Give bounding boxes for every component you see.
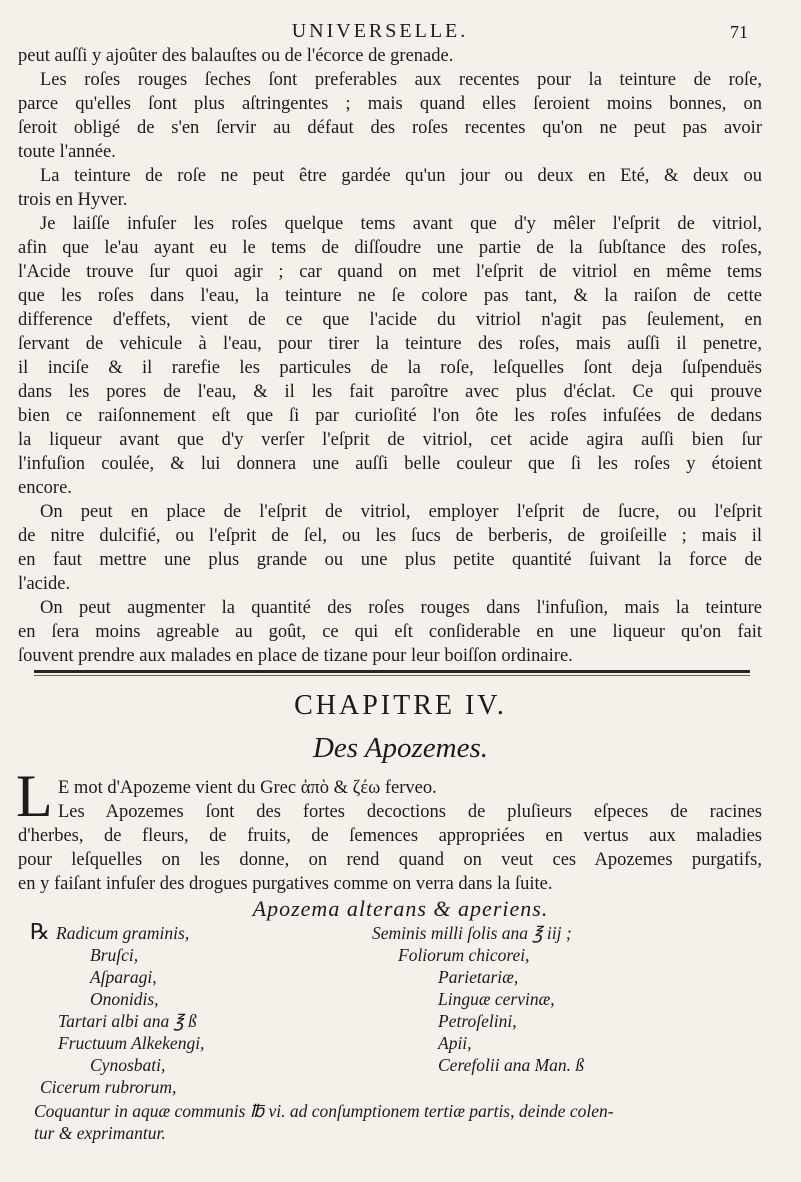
text-line: Je laiſſe infuſer les roſes quelque tems avant que d'y mêler l'eſprit de vitriol, xyxy=(40,214,762,234)
text-line: que les roſes dans l'eau, la teinture ne ſe colore pas tant, & la raiſon de cette xyxy=(18,286,762,306)
text-line: ſeroit obligé de s'en ſervir au défaut des roſes recentes qu'on ne peut pas avoir xyxy=(18,118,762,138)
text-line: On peut augmenter la quantité des roſes rouges dans l'infuſion, mais la teinture xyxy=(40,598,762,618)
text-line: parce qu'elles ſont plus aſtringentes ; mais quand elles ſeroient moins bonnes, on xyxy=(18,94,762,114)
intro-line: en y faiſant infuſer des drogues purgatives comme on verra dans la ſuite. xyxy=(18,874,553,894)
text-line: afin que le'au ayant eu le tems de diſſoudre une partie de la ſubſtance des roſes, xyxy=(18,238,762,258)
recipe-instruction: Coquantur in aquæ communis ℔ vi. ad conſumptionem tertiæ partis, deinde colen- xyxy=(34,1101,614,1121)
ingredient: Apii, xyxy=(438,1033,472,1053)
recipe-symbol: ℞ xyxy=(30,920,50,945)
section-rule xyxy=(34,670,750,673)
text-line: toute l'année. xyxy=(18,142,116,162)
text-line: en faut mettre une plus grande ou une plus petite quantité ſuivant la force de xyxy=(18,550,762,570)
ingredient: Aſparagi, xyxy=(90,967,157,987)
text-line: en ſera moins agreable au goût, ce qui eſt conſiderable en une liqueur qu'on fait xyxy=(18,622,762,642)
text-line: l'acide. xyxy=(18,574,71,594)
text-line: ſouvent prendre aux malades en place de tizane pour leur boiſſon ordinaire. xyxy=(18,646,573,666)
ingredient: Foliorum chicorei, xyxy=(398,945,530,965)
ingredient: Parietariæ, xyxy=(438,967,519,987)
page-number: 71 xyxy=(730,22,748,42)
text-line: l'Acide trouve ſur quoi agir ; car quand on met l'eſprit de vitriol en même tems xyxy=(18,262,762,282)
ingredient: Cerefolii ana Man. ß xyxy=(438,1055,585,1075)
text-line: On peut en place de l'eſprit de vitriol, employer l'eſprit de ſucre, ou l'eſprit xyxy=(40,502,762,522)
chapter-heading: CHAPITRE IV. xyxy=(294,690,507,721)
text-line: difference d'effets, vient de ce que l'acide du vitriol n'agit pas ſeulement, en xyxy=(18,310,762,330)
ingredient: Ononidis, xyxy=(90,989,159,1009)
running-head: UNIVERSELLE. xyxy=(291,20,469,42)
ingredient: Fructuum Alkekengi, xyxy=(58,1033,205,1053)
text-line: il inciſe & il rarefie les particules de la roſe, leſquelles ſont deja ſuſpenduës xyxy=(18,358,762,378)
ingredient: Linguæ cervinæ, xyxy=(438,989,555,1009)
text-line: La teinture de roſe ne peut être gardée qu'un jour ou deux en Eté, & deux ou xyxy=(40,166,762,186)
ingredient: Bruſci, xyxy=(90,945,139,965)
drop-cap: L xyxy=(16,763,53,829)
ingredient: Tartari albi ana ℥ ß xyxy=(58,1011,197,1031)
recipe-instruction: tur & exprimantur. xyxy=(34,1123,166,1143)
text-line: encore. xyxy=(18,478,72,498)
text-line: peut auſſi y ajoûter des balauſtes ou de l'écorce de grenade. xyxy=(18,46,454,66)
text-line: de nitre dulcifié, ou l'eſprit de ſel, ou les ſucs de berberis, de groiſeille ; mais il xyxy=(18,526,762,546)
ingredient: Seminis milli ſolis ana ℥ iij ; xyxy=(372,923,572,943)
chapter-subtitle: Des Apozemes. xyxy=(312,732,489,764)
text-line: dans les pores de l'eau, & il les fait paroître avec plus d'éclat. Ce qui prouve xyxy=(18,382,762,402)
ingredient: Cynosbati, xyxy=(90,1055,166,1075)
text-line: l'infuſion coulée, & lui donnera une auſſi belle couleur que ſi les roſes y étoient xyxy=(18,454,762,474)
recipe-title: Apozema alterans & aperiens. xyxy=(252,896,549,921)
ingredient: Cicerum rubrorum, xyxy=(40,1077,177,1097)
page-header xyxy=(0,20,801,44)
text-line: la liqueur avant que d'y verſer l'eſprit de vitriol, cet acide agira auſſi bien ſur xyxy=(18,430,762,450)
text-line: bien ce raiſonnement eſt que ſi par curioſité l'on ôte les roſes infuſées de dedans xyxy=(18,406,762,426)
text-line: ſervant de vehicule à l'eau, pour tirer la teinture des roſes, mais auſſi il penetre, xyxy=(18,334,762,354)
intro-line: E mot d'Apozeme vient du Grec ἀπὸ & ζέω ferveo. xyxy=(58,778,437,798)
ingredient: Radicum graminis, xyxy=(56,923,190,943)
text-line: trois en Hyver. xyxy=(18,190,128,210)
intro-line: Les Apozemes ſont des fortes decoctions de pluſieurs eſpeces de racines xyxy=(58,802,762,822)
text-line: Les roſes rouges ſeches ſont preferables aux recentes pour la teinture de roſe, xyxy=(40,70,762,90)
ingredient: Petroſelini, xyxy=(438,1011,517,1031)
intro-line: d'herbes, de fleurs, de fruits, de ſemences appropriées en vertus aux maladies xyxy=(18,826,762,846)
intro-line: pour leſquelles on les donne, on rend quand on veut ces Apozemes purgatifs, xyxy=(18,850,762,870)
